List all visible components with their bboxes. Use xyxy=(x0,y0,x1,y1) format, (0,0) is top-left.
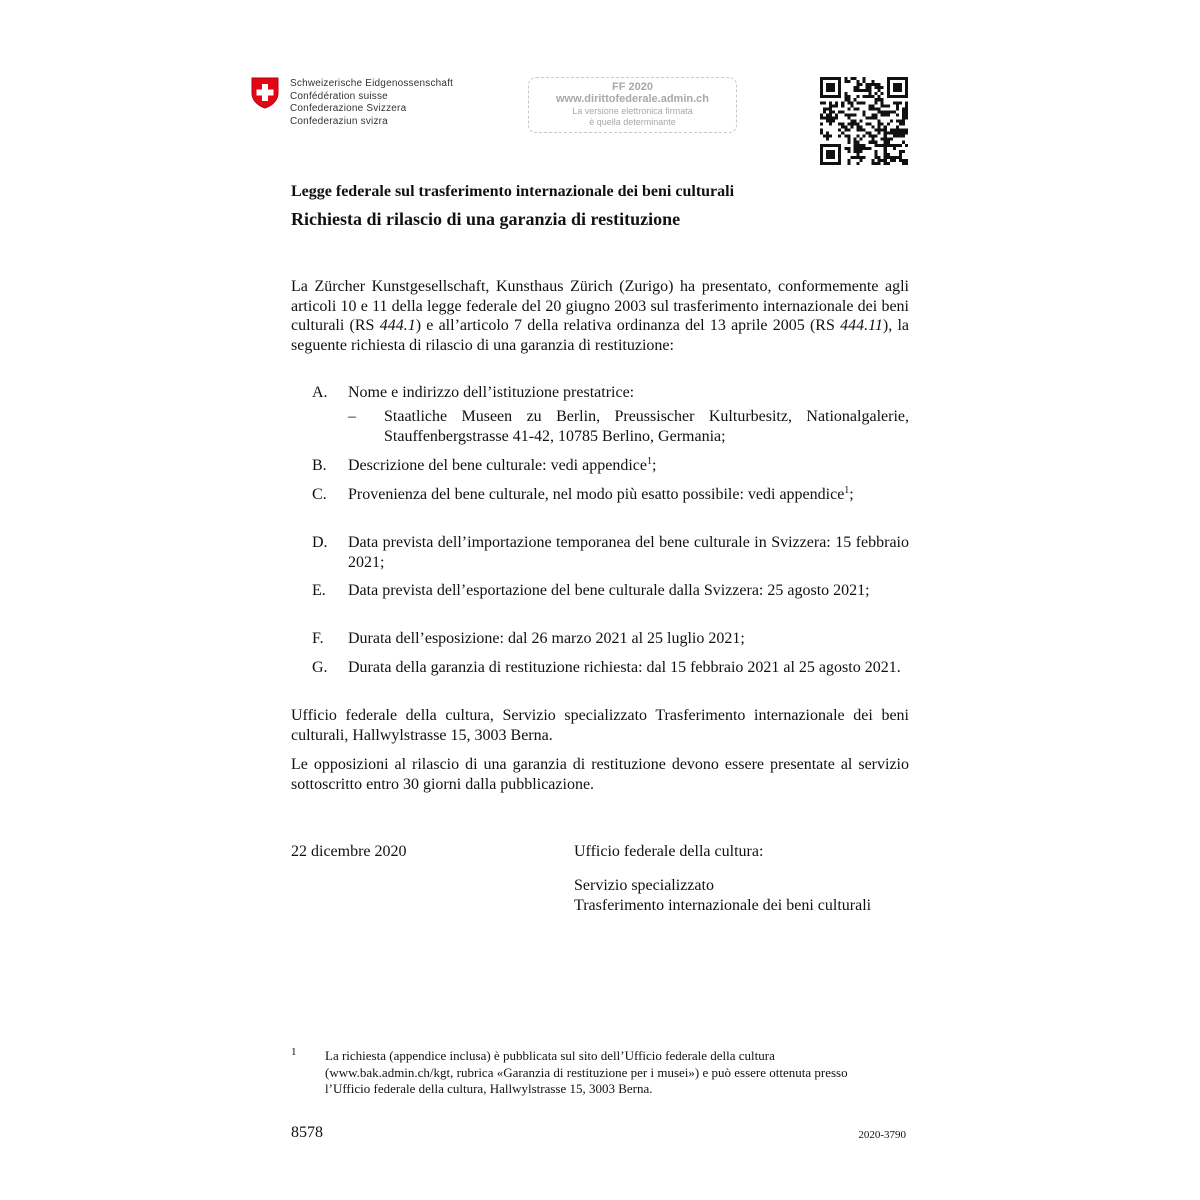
list-text: Durata dell’esposizione: dal 26 marzo 2021 al 25 luglio 2021; xyxy=(348,630,745,647)
list-dash: – xyxy=(348,408,356,425)
stamp-line-2[interactable]: www.dirittofederale.admin.ch xyxy=(555,93,709,105)
list-item-g xyxy=(312,658,909,678)
signature-office: Ufficio federale della cultura: xyxy=(574,843,764,860)
list-item-c xyxy=(312,485,909,505)
confederation-line-de: Schweizerische Eidgenossenschaft xyxy=(290,78,454,89)
intro-text-2: ) e all’articolo 7 della relativa ordinanza del 13 aprile 2005 (RS xyxy=(415,317,841,334)
list-letter: B. xyxy=(312,457,327,474)
list-text-tail: ; xyxy=(849,486,854,503)
signature-date: 22 dicembre 2020 xyxy=(291,843,407,860)
list-item-d xyxy=(312,533,909,572)
sr-reference-2: 444.11 xyxy=(840,317,883,334)
list-text-tail: ; xyxy=(651,457,657,474)
list-letter: F. xyxy=(312,630,324,647)
confederation-line-rm: Confederaziun svizra xyxy=(290,115,388,127)
page-number: 8578 xyxy=(291,1124,323,1141)
list-text-main: Provenienza del bene culturale, nel modo più esatto possibile: vedi appendice xyxy=(348,486,845,503)
list-letter: A. xyxy=(312,384,328,401)
swiss-cross-shield-icon xyxy=(251,77,279,109)
stamp-line-1: FF 2020 xyxy=(612,81,653,93)
ff-stamp xyxy=(528,77,737,133)
intro-text-1: La Zürcher Kunstgesellschaft, Kunsthaus Zürich (Zurigo) ha presentato, conformemente agli articoli 10 e 11 della legge federale del 20 giugno 2003 sul trasferimento internazionale dei beni culturali (RS xyxy=(291,278,909,334)
list-text: Staatliche Museen zu Berlin, Preussischer Kulturbesitz, Nationalgalerie, Stauffenbergstrasse 41-42, 10785 Berlino, Germania; xyxy=(384,408,909,445)
list-text: Durata della garanzia di restituzione richiesta: dal 15 febbraio 2021 al 25 agosto 2021. xyxy=(348,659,901,676)
list-letter: D. xyxy=(312,534,328,551)
list-letter: E. xyxy=(312,582,326,599)
list-text xyxy=(348,485,909,505)
footnote-ref[interactable]: 1 xyxy=(646,456,652,467)
footnote-ref[interactable]: 1 xyxy=(844,485,850,496)
list-item-b xyxy=(312,456,909,476)
list-item-f xyxy=(312,629,909,649)
qr-code-icon xyxy=(820,77,908,165)
list-item-a xyxy=(312,383,909,403)
list-text-main: Descrizione del bene culturale: vedi appendice xyxy=(348,457,647,474)
page-title: Richiesta di rilascio di una garanzia di restituzione xyxy=(291,209,681,229)
confederation-line-it: Confederazione Svizzera xyxy=(290,103,407,114)
confederation-names xyxy=(290,78,453,128)
footnote-number: 1 xyxy=(291,1046,297,1058)
stamp-line-4: è quella determinante xyxy=(589,117,676,127)
list-item-e xyxy=(312,581,909,601)
document-number: 2020-3790 xyxy=(858,1129,906,1141)
sr-reference-1: 444.1 xyxy=(379,317,416,334)
law-title: Legge federale sul trasferimento internazionale dei beni culturali xyxy=(291,183,735,200)
list-letter: G. xyxy=(312,659,328,676)
stamp-line-3: La versione elettronica firmata xyxy=(572,106,693,116)
intro-text-3: ), la seguente richiesta di rilascio di una garanzia di restituzione: xyxy=(291,317,910,354)
intro-paragraph xyxy=(291,277,909,355)
objections-paragraph: Le opposizioni al rilascio di una garanzia di restituzione devono essere presentate al servizio sottoscritto entro 30 giorni dalla pubblicazione. xyxy=(291,756,909,793)
list-subitem-lender xyxy=(348,407,909,446)
list-text: Nome e indirizzo dell’istituzione prestatrice: xyxy=(348,384,635,401)
list-text: Data prevista dell’esportazione del bene culturale dalla Svizzera: 25 agosto 2021; xyxy=(348,582,870,599)
footnote-text: La richiesta (appendice inclusa) è pubblicata sul sito dell’Ufficio federale della cultura (www.bak.admin.ch/kgt, rubrica «Garanzia di restituzione per i musei») e può essere ottenuta presso l’Ufficio federale della cultura, Hallwylstrasse 15, 3003 Berna. xyxy=(325,1048,848,1096)
list-text xyxy=(348,456,909,476)
address-paragraph: Ufficio federale della cultura, Servizio specializzato Trasferimento internazionale dei beni culturali, Hallwylstrasse 15, 3003 Berna. xyxy=(291,707,909,744)
list-letter: C. xyxy=(312,486,327,503)
service-line-1: Servizio specializzato xyxy=(574,877,714,894)
list-text: Data prevista dell’importazione temporanea del bene culturale in Svizzera: 15 febbraio 2021; xyxy=(348,534,909,571)
confederation-line-fr: Confédération suisse xyxy=(290,90,388,102)
service-line-2: Trasferimento internazionale dei beni culturali xyxy=(574,896,872,914)
signature-service xyxy=(574,876,871,915)
